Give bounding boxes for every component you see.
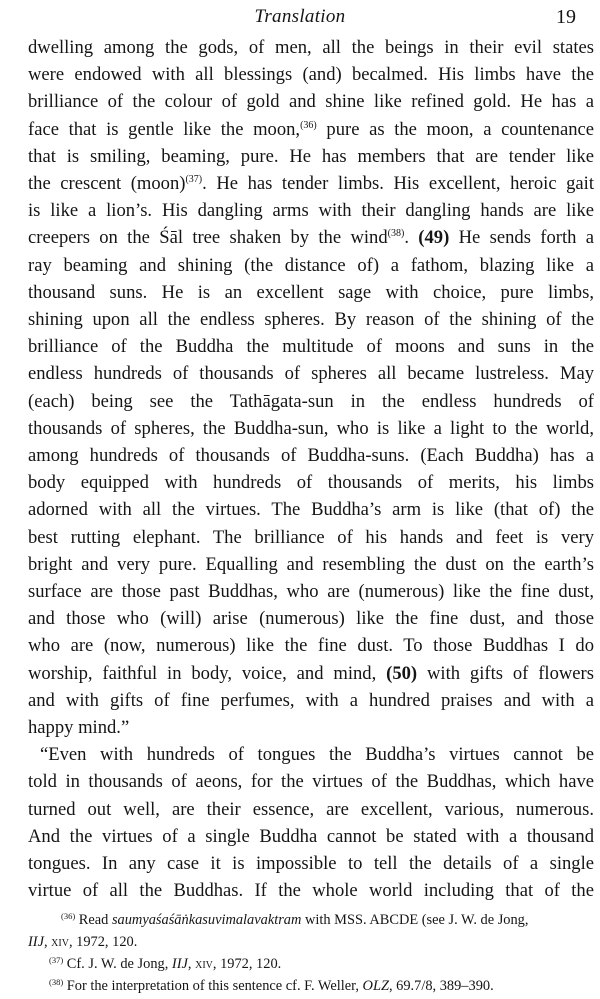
running-header xyxy=(0,4,600,30)
footnote-text: , 69.7/8, 389–390. xyxy=(388,978,494,994)
text-line: thousand suns. He is an excellent sage with choice, pure limbs, xyxy=(28,281,594,303)
text-line: is like a lion’s. His dangling arms with their dangling hands are like xyxy=(28,200,594,222)
body-text xyxy=(28,34,594,905)
text-line: thousands of spheres, the Buddha-sun, who is like a light to the world, xyxy=(28,417,594,439)
text-line: And the virtues of a single Buddha cannot be stated with a thousand xyxy=(28,825,594,847)
section-number: (50) xyxy=(386,662,418,684)
page-number: 19 xyxy=(556,6,576,28)
footnote-text: , 1972, 120. xyxy=(68,934,138,950)
footnotes xyxy=(28,909,594,997)
footnote-ref-36: (36) xyxy=(300,119,317,131)
journal-abbrev: OLZ xyxy=(362,978,389,994)
text-line: and with gifts of fine perfumes, with a hundred praises and with a xyxy=(28,689,594,711)
footnote-ref-37: (37) xyxy=(185,174,203,186)
text-fragment: . xyxy=(404,227,419,249)
text-line: brilliance of the colour of gold and shine like refined gold. He has a xyxy=(28,91,594,113)
text-line: happy mind.” xyxy=(28,717,130,739)
footnote-title: saumyaśaśāṅkasuvimalavaktram xyxy=(111,912,302,928)
text-line: were endowed with all blessings (and) becalmed. His limbs have the xyxy=(28,64,594,86)
footnote-36-continued xyxy=(28,931,594,953)
text-line: (each) being see the Tathāgata-sun in the endless hundreds of xyxy=(28,390,594,412)
footnote-text: , 1972, 120. xyxy=(212,956,282,972)
text-line: shining upon all the endless spheres. By reason of the shining of the xyxy=(28,309,594,331)
text-line: who are (now, numerous) like the fine dust. To those Buddhas I do xyxy=(28,635,594,657)
text-line: adorned with all the virtues. The Buddha’s arm is like (that of) the xyxy=(28,499,594,521)
text-line: and those who (will) arise (numerous) like the fine dust, and those xyxy=(28,608,594,630)
text-line: that is smiling, beaming, pure. He has members that are tender like xyxy=(28,145,594,167)
journal-abbrev: IIJ xyxy=(171,956,188,972)
text-line: virtue of all the Buddhas. If the whole world including that of the xyxy=(28,880,594,902)
footnote-marker: (38) xyxy=(49,977,64,987)
text-line: bright and very pure. Equalling and resembling the dust on the earth’s xyxy=(28,553,594,575)
running-title: Translation xyxy=(254,6,346,27)
text-fragment: face that is gentle like the moon, xyxy=(28,118,301,140)
text-line: “Even with hundreds of tongues the Buddha’s virtues cannot be xyxy=(40,744,594,766)
footnote-marker: (37) xyxy=(49,955,64,965)
footnote-text: with MSS. ABCDE (see J. W. de Jong, xyxy=(301,912,529,928)
text-fragment: He sends forth a xyxy=(449,227,594,249)
section-number: (49) xyxy=(418,227,450,249)
text-fragment: worship, faithful in body, voice, and mind, xyxy=(28,662,387,684)
text-line: surface are those past Buddhas, who are (numerous) like the fine dust, xyxy=(28,581,594,603)
text-fragment: . He has tender limbs. His excellent, heroic gait xyxy=(202,173,595,195)
text-line: turned out well, are their essence, are excellent, various, numerous. xyxy=(28,798,594,820)
footnote-ref-38: (38) xyxy=(387,228,405,240)
text-line: ray beaming and shining (the distance of) a fathom, blazing like a xyxy=(28,254,594,276)
text-fragment: creepers on the Śāl tree shaken by the wind xyxy=(28,227,388,249)
footnote-text: For the interpretation of this sentence cf. F. Weller, xyxy=(63,978,363,994)
text-line xyxy=(28,170,594,197)
volume-number: , xiv xyxy=(43,934,69,950)
text-line: best rutting elephant. The brilliance of his hands and feet is very xyxy=(28,526,594,548)
footnote-38 xyxy=(28,975,594,997)
footnote-text: Cf. J. W. de Jong, xyxy=(63,956,172,972)
footnote-36 xyxy=(28,909,594,931)
text-line xyxy=(28,116,594,143)
text-fragment: the crescent (moon) xyxy=(28,173,186,195)
text-line: tongues. In any case it is impossible to tell the details of a single xyxy=(28,853,594,875)
text-fragment: pure as the moon, a countenance xyxy=(316,118,594,140)
journal-abbrev: IIJ xyxy=(28,934,44,950)
text-line xyxy=(28,224,594,251)
text-line: dwelling among the gods, of men, all the beings in their evil states xyxy=(28,37,594,58)
footnote-marker: (36) xyxy=(61,911,76,921)
text-line: among hundreds of thousands of Buddha-suns. (Each Buddha) has a xyxy=(28,445,594,467)
volume-number: , xiv xyxy=(187,956,213,972)
text-line: brilliance of the Buddha the multitude of moons and suns in the xyxy=(28,336,594,358)
text-line: body equipped with hundreds of thousands of merits, his limbs xyxy=(28,472,594,494)
text-line: endless hundreds of thousands of spheres all became lustreless. May xyxy=(28,363,594,385)
text-fragment: with gifts of flowers xyxy=(417,662,594,684)
text-line xyxy=(28,660,594,687)
text-line: told in thousands of aeons, for the virtues of the Buddhas, which have xyxy=(28,771,594,793)
footnote-37 xyxy=(28,953,594,975)
footnote-text: Read xyxy=(75,912,112,928)
